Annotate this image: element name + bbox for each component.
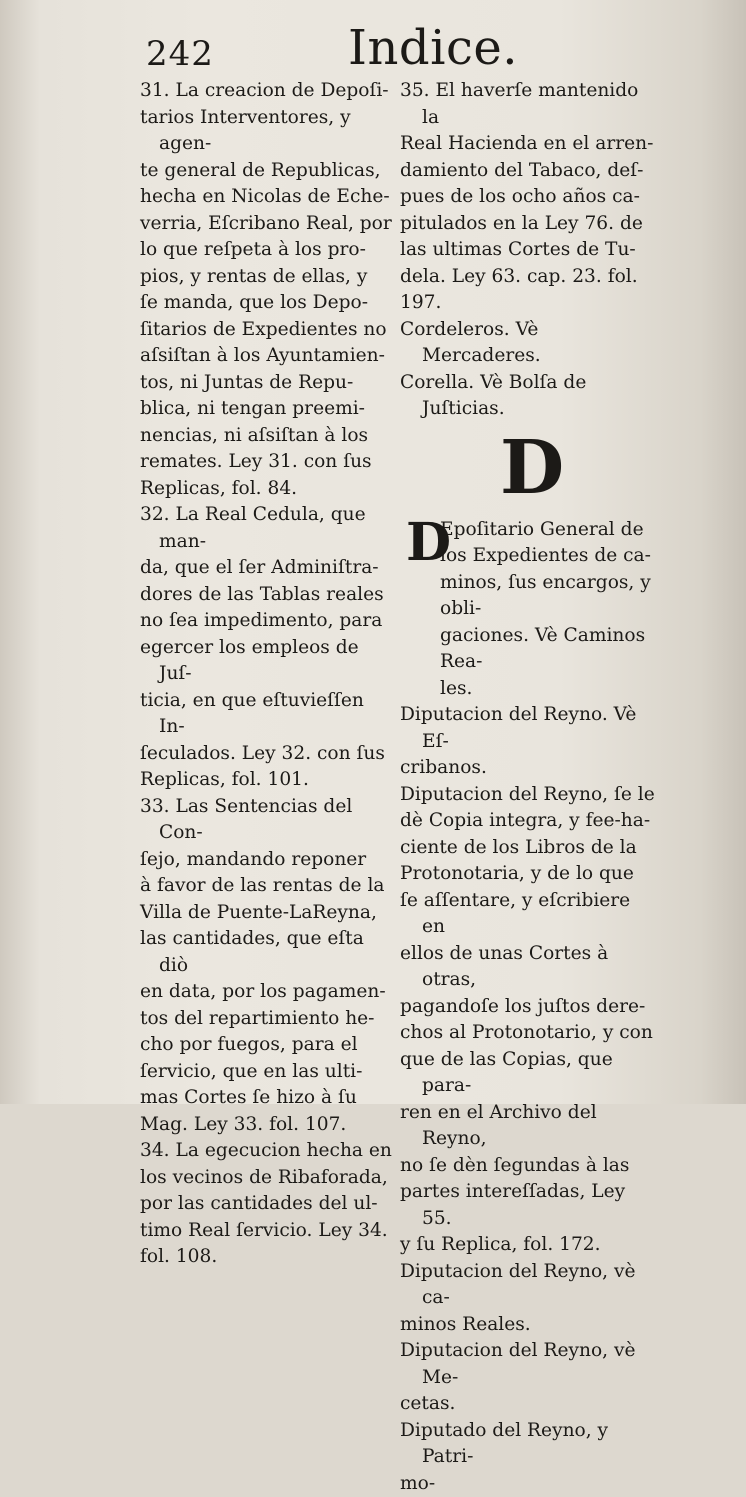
index-entry — [400, 702, 656, 782]
entry-line: damiento del Tabaco, deſ- — [422, 158, 656, 185]
entry-line: tarios Interventores, y agen- — [159, 105, 392, 158]
entry-line: 32. La Real Cedula, que man- — [159, 502, 392, 555]
entry-line: Diputacion del Reyno, ſe le — [422, 782, 656, 809]
entry-line: timo Real ſervicio. Ley 34. — [159, 1218, 392, 1245]
right-column — [400, 78, 656, 1497]
entry-line: que de las Copias, que para- — [422, 1047, 656, 1100]
entry-line: ſervicio, que en las ulti- — [159, 1059, 392, 1086]
entry-line: tos del repartimiento he- — [159, 1006, 392, 1033]
page-number: 242 — [146, 34, 214, 74]
entry-line: Diputacion del Reyno. Vè Eſ- — [422, 702, 656, 755]
entry-line: pios, y rentas de ellas, y — [159, 264, 392, 291]
entry-line: blica, ni tengan preemi- — [159, 396, 392, 423]
entry-line: Mag. Ley 33. fol. 107. — [159, 1112, 392, 1139]
entry-line: Epoſitario General de — [440, 517, 656, 544]
entry-line: ſe aſſentare, y eſcribiere en — [422, 888, 656, 941]
index-entry — [140, 794, 392, 1139]
entry-line: les. — [400, 676, 656, 703]
entry-line: ellos de unas Cortes à otras, — [422, 941, 656, 994]
entry-line: dè Copia integra, y fee-ha- — [422, 808, 656, 835]
entry-line: 197. — [422, 290, 656, 317]
index-entry — [400, 782, 656, 1259]
entry-line: remates. Ley 31. con ſus — [159, 449, 392, 476]
entry-line: 35. El haverſe mantenido la — [422, 78, 656, 131]
index-entry — [400, 1259, 656, 1339]
entry-line: gaciones. Vè Caminos Rea- — [400, 623, 656, 676]
dropcap-entry — [400, 517, 656, 703]
entry-line: Villa de Puente-LaReyna, — [159, 900, 392, 927]
index-entry — [400, 1418, 656, 1497]
entry-line: ren en el Archivo del Reyno, — [422, 1100, 656, 1153]
section-letter-block — [400, 423, 656, 513]
entry-line: Corella. Vè Bolſa de Juſticias. — [422, 370, 656, 423]
entry-line: dores de las Tablas reales — [159, 582, 392, 609]
index-entry — [140, 1138, 392, 1271]
entry-line: cetas. — [422, 1391, 656, 1418]
entry-line: las cantidades, que eſta diò — [159, 926, 392, 979]
entry-line: por las cantidades del ul- — [159, 1191, 392, 1218]
entry-line: pagandoſe los juſtos dere- — [422, 994, 656, 1021]
entry-line: nencias, ni aſsiſtan à los — [159, 423, 392, 450]
entry-line: ciente de los Libros de la — [422, 835, 656, 862]
entry-line: minos, ſus encargos, y obli- — [400, 570, 656, 623]
entry-line: Real Hacienda en el arren- — [422, 131, 656, 158]
index-entry — [400, 1338, 656, 1418]
entry-line: lo que reſpeta à los pro- — [159, 237, 392, 264]
entry-line: pues de los ocho años ca- — [422, 184, 656, 211]
entry-line: Diputacion del Reyno, vè Me- — [422, 1338, 656, 1391]
index-entry — [140, 78, 392, 502]
entry-line: fol. 108. — [159, 1244, 392, 1271]
index-entry — [400, 370, 656, 423]
entry-line: ſitarios de Expedientes no — [159, 317, 392, 344]
entry-line: chos al Protonotario, y con — [422, 1020, 656, 1047]
entry-line: ticia, en que eſtuvieſſen In- — [159, 688, 392, 741]
entry-line: Diputacion del Reyno, vè ca- — [422, 1259, 656, 1312]
entry-line: no ſea impedimento, para — [159, 608, 392, 635]
entry-line: tos, ni Juntas de Repu- — [159, 370, 392, 397]
entry-line: egercer los empleos de Juſ- — [159, 635, 392, 688]
entry-line: mo- — [422, 1471, 656, 1497]
left-column — [140, 78, 392, 1271]
entry-line: los vecinos de Ribaforada, — [159, 1165, 392, 1192]
entry-line: Protonotaria, y de lo que — [422, 861, 656, 888]
index-entry — [140, 502, 392, 794]
entry-line: cribanos. — [422, 755, 656, 782]
entry-line: Replicas, fol. 101. — [159, 767, 392, 794]
running-head: Indice. — [348, 20, 518, 76]
entry-line: hecha en Nicolas de Eche- — [159, 184, 392, 211]
entry-line: dela. Ley 63. cap. 23. fol. — [422, 264, 656, 291]
entry-line: Replicas, fol. 84. — [159, 476, 392, 503]
section-letter: D — [500, 423, 564, 513]
entry-line: partes intereſſadas, Ley 55. — [422, 1179, 656, 1232]
entry-line: 33. Las Sentencias del Con- — [159, 794, 392, 847]
entry-line: Diputado del Reyno, y Patri- — [422, 1418, 656, 1471]
right-column-top-entries — [400, 78, 656, 423]
entry-line: no ſe dèn ſegundas à las — [422, 1153, 656, 1180]
entry-line: mas Cortes ſe hizo à ſu — [159, 1085, 392, 1112]
entry-line: te general de Republicas, — [159, 158, 392, 185]
entry-line: 34. La egecucion hecha en — [159, 1138, 392, 1165]
drop-cap: D — [406, 519, 451, 567]
right-column-bottom-entries — [400, 702, 656, 1497]
entry-line: ſeculados. Ley 32. con ſus — [159, 741, 392, 768]
entry-line: ſejo, mandando reponer — [159, 847, 392, 874]
entry-line: ſe manda, que los Depo- — [159, 290, 392, 317]
entry-line: en data, por los pagamen- — [159, 979, 392, 1006]
entry-line: aſsiſtan à los Ayuntamien- — [159, 343, 392, 370]
page-header — [0, 20, 746, 80]
entry-line: minos Reales. — [422, 1312, 656, 1339]
entry-line: da, que el ſer Adminiſtra- — [159, 555, 392, 582]
entry-line: las ultimas Cortes de Tu- — [422, 237, 656, 264]
entry-line: verria, Eſcribano Real, por — [159, 211, 392, 238]
entry-line: 31. La creacion de Depoſi- — [159, 78, 392, 105]
entry-line: y ſu Replica, fol. 172. — [422, 1232, 656, 1259]
index-entry — [400, 317, 656, 370]
index-entry — [400, 78, 656, 317]
entry-line: cho por fuegos, para el — [159, 1032, 392, 1059]
entry-line: Cordeleros. Vè Mercaderes. — [422, 317, 656, 370]
entry-line: pitulados en la Ley 76. de — [422, 211, 656, 238]
entry-line: los Expedientes de ca- — [440, 543, 656, 570]
entry-line: à favor de las rentas de la — [159, 873, 392, 900]
